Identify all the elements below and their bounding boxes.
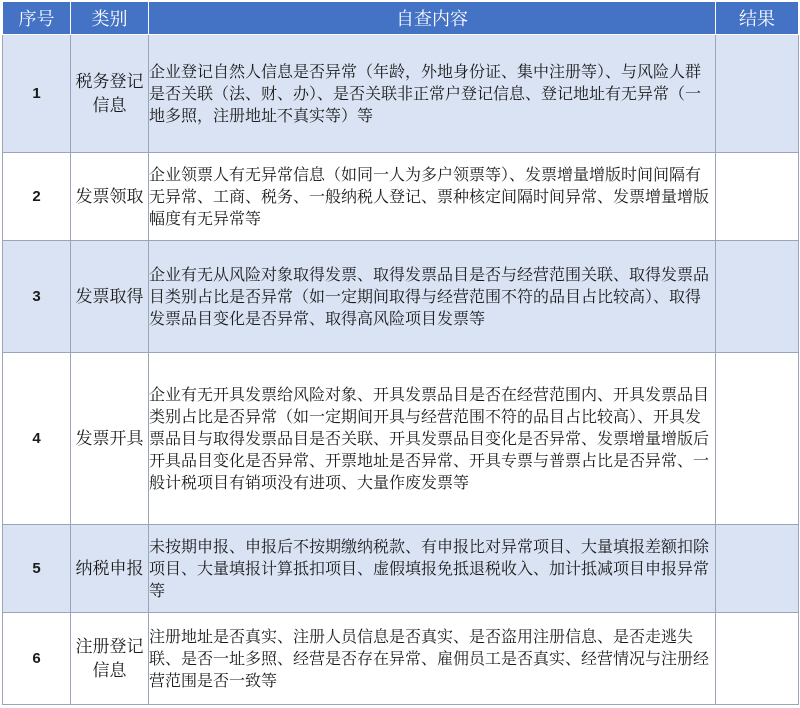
row-content: 企业有无从风险对象取得发票、取得发票品目是否与经营范围关联、取得发票品目类别占比是否异常（如一定期间取得与经营范围不符的品目占比较高）、取得发票品目变化是否异常、取得高风险项目发票等 bbox=[149, 241, 716, 353]
row-category: 发票领取 bbox=[71, 153, 149, 241]
header-result: 结果 bbox=[716, 2, 799, 35]
table-row bbox=[3, 35, 799, 153]
row-seq: 1 bbox=[3, 35, 71, 153]
row-seq: 2 bbox=[3, 153, 71, 241]
header-content: 自查内容 bbox=[149, 2, 716, 35]
row-seq: 4 bbox=[3, 353, 71, 525]
table-row bbox=[3, 613, 799, 705]
header-row bbox=[3, 2, 799, 35]
row-content: 注册地址是否真实、注册人员信息是否真实、是否盗用注册信息、是否走逃失联、是否一址多照、经营是否存在异常、雇佣员工是否真实、经营情况与注册经营范围是否一致等 bbox=[149, 613, 716, 705]
row-result bbox=[716, 241, 799, 353]
row-content: 企业登记自然人信息是否异常（年龄，外地身份证、集中注册等）、与风险人群是否关联（法、财、办）、是否关联非正常户登记信息、登记地址有无异常（一地多照，注册地址不真实等）等 bbox=[149, 35, 716, 153]
row-result bbox=[716, 35, 799, 153]
row-result bbox=[716, 525, 799, 613]
row-category: 发票开具 bbox=[71, 353, 149, 525]
table-row bbox=[3, 353, 799, 525]
row-category: 税务登记信息 bbox=[71, 35, 149, 153]
header-category: 类别 bbox=[71, 2, 149, 35]
row-seq: 5 bbox=[3, 525, 71, 613]
row-result bbox=[716, 353, 799, 525]
header-seq: 序号 bbox=[3, 2, 71, 35]
row-result bbox=[716, 153, 799, 241]
table-row bbox=[3, 525, 799, 613]
row-content: 未按期申报、申报后不按期缴纳税款、有申报比对异常项目、大量填报差额扣除项目、大量填报计算抵扣项目、虚假填报免抵退税收入、加计抵减项目申报异常等 bbox=[149, 525, 716, 613]
row-content: 企业有无开具发票给风险对象、开具发票品目是否在经营范围内、开具发票品目类别占比是否异常（如一定期间开具与经营范围不符的品目占比较高）、开具发票品目与取得发票品目是否关联、开具发票品目变化是否异常、发票增量增版后开具品目变化是否异常、开票地址是否异常、开具专票与普票占比是否异常、一般计税项目有销项没有进项、大量作废发票等 bbox=[149, 353, 716, 525]
row-seq: 3 bbox=[3, 241, 71, 353]
table-row bbox=[3, 153, 799, 241]
self-check-table bbox=[2, 1, 799, 705]
row-content: 企业领票人有无异常信息（如同一人为多户领票等）、发票增量增版时间间隔有无异常、工商、税务、一般纳税人登记、票种核定间隔时间异常、发票增量增版幅度有无异常等 bbox=[149, 153, 716, 241]
row-seq: 6 bbox=[3, 613, 71, 705]
row-result bbox=[716, 613, 799, 705]
row-category: 发票取得 bbox=[71, 241, 149, 353]
row-category: 纳税申报 bbox=[71, 525, 149, 613]
row-category: 注册登记信息 bbox=[71, 613, 149, 705]
table-row bbox=[3, 241, 799, 353]
